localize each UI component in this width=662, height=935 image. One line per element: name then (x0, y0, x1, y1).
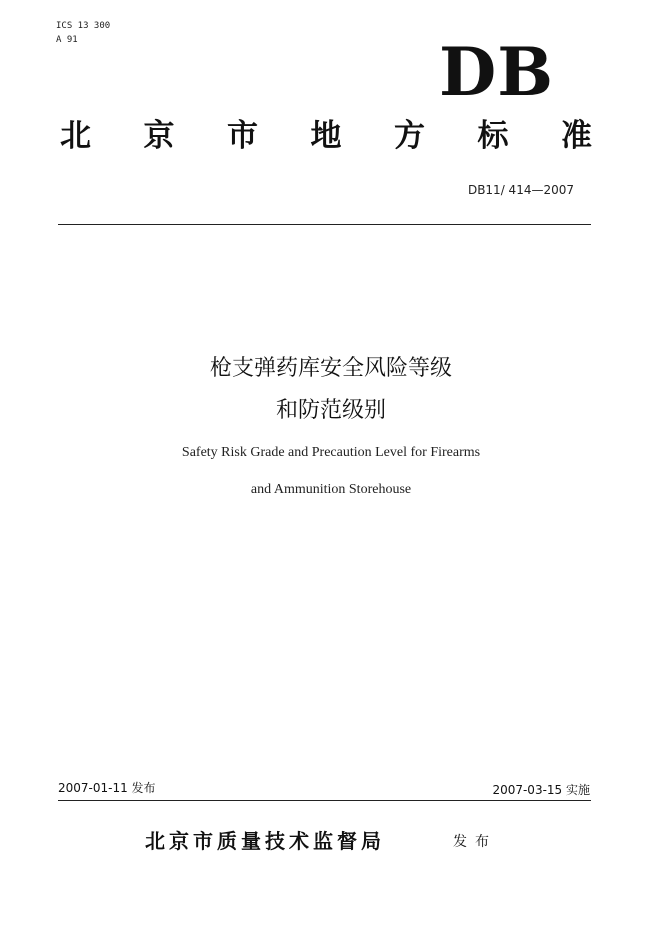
standard-type-char: 地 (310, 118, 342, 154)
chinese-title-line-1: 枪支弹药库安全风险等级 (209, 356, 452, 381)
english-title-line-1: Safety Risk Grade and Precaution Level for Firearms (181, 445, 481, 460)
bottom-divider (58, 800, 591, 801)
top-divider (58, 224, 591, 225)
publish-label: 发布 (453, 834, 497, 850)
standard-type-heading (60, 116, 592, 156)
standard-number: DB11/ 414—2007 (467, 183, 574, 197)
standard-type-char: 方 (394, 118, 425, 154)
standard-type-char: 标 (477, 118, 509, 154)
implementation-date: 2007-03-15 实施 (492, 783, 590, 797)
issue-date: 2007-01-11 发布 (58, 781, 156, 795)
standard-type-char: 北 (60, 118, 91, 154)
db-logo: DB (438, 33, 554, 111)
ics-code: ICS 13 300 (56, 21, 111, 31)
english-title-line-2: and Ammunition Storehouse (250, 482, 412, 497)
standard-type-char: 市 (227, 118, 258, 154)
ccs-code: A 91 (56, 35, 78, 45)
standard-type-char: 京 (143, 118, 175, 154)
ics-code-block (56, 19, 110, 47)
standard-type-char: 准 (561, 118, 592, 154)
publisher-name: 北京市质量技术监督局 (145, 829, 385, 853)
chinese-title-line-2: 和防范级别 (275, 398, 386, 423)
